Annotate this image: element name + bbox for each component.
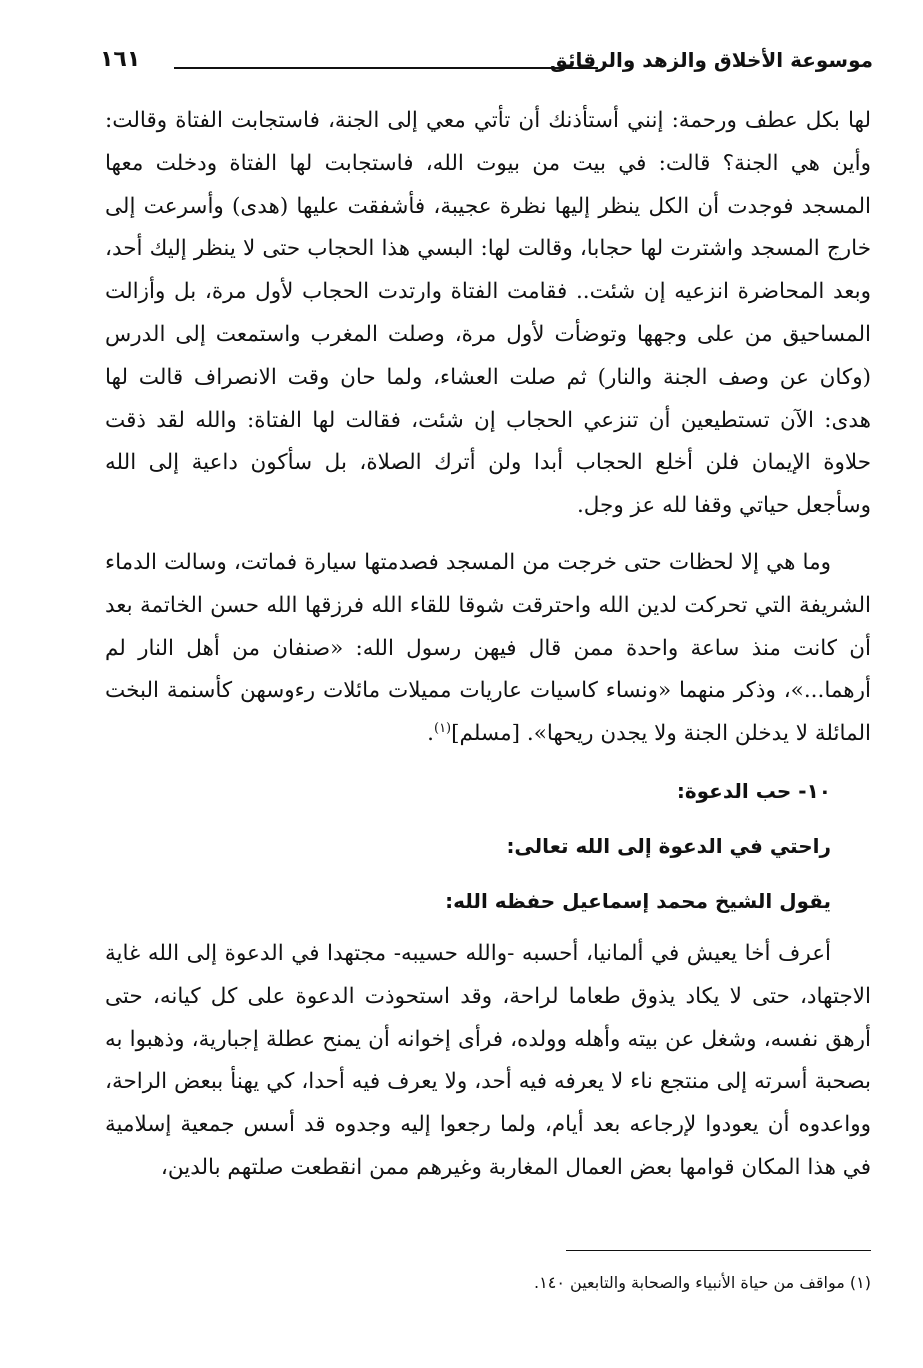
paragraph-3: أعرف أخا يعيش في ألمانيا، أحسبه -والله حسيبه- مجتهدا في الدعوة إلى الله غاية الاجتهاد، حتى لا يكاد يذوق طعاما لراحة، وقد استحوذت الدعوة على كل كيانه، حتى أرهق نفسه، وشغل عن بيته وأهله وولده، فرأى إخوانه أن يمنح عطلة إجبارية، وذهبوا به بصحبة أسرته إلى منتجع ناء لا يعرفه فيه أحد، ولا يعرف فيه أحدا، كي يهنأ ببعض الراحة، وواعدوه أن يعودوا لإرجاعه بعد أيام، ولما رجعوا إليه وجدوه قد أسس جمعية إسلامية في هذا المكان قوامها بعض العمال المغاربة وغيرهم ممن انقطعت صلتهم بالدين، — [105, 940, 871, 1180]
header-rule — [174, 67, 598, 69]
footnote-rule — [566, 1250, 871, 1251]
quote-intro: يقول الشيخ محمد إسماعيل حفظه الله: — [445, 888, 831, 913]
subsection-heading: راحتي في الدعوة إلى الله تعالى: — [506, 833, 831, 858]
section-heading: ١٠- حب الدعوة: — [676, 778, 831, 803]
paragraph-1: لها بكل عطف ورحمة: إنني أستأذنك أن تأتي معي إلى الجنة، فاستجابت الفتاة وقالت: وأين هي الجنة؟ قالت: في بيت من بيوت الله، فاستجابت لها الفتاة ودخلت معها المسجد فوجدت أن الكل ينظر إليها نظرة عجيبة، فأشفقت عليها (هدى) وأسرعت إلى خارج المسجد واشترت لها حجابا، وقالت لها: البسي هذا الحجاب حتى لا ينظر إليك أحد، وبعد المحاضرة انزعيه إن شئت.. فقامت الفتاة وارتدت الحجاب لأول مرة، بل وأزالت المساحيق من على وجهها وتوضأت لأول مرة، وصلت المغرب واستمعت إلى الدرس (وكان عن وصف الجنة والنار) ثم صلت العشاء، ولما حان وقت الانصراف قالت لها هدى: الآن تستطيعين أن تنزعي الحجاب إن شئت، فقالت لها الفتاة: والله لقد ذقت حلاوة الإيمان فلن أخلع الحجاب أبدا ولن أترك الصلاة، بل سأكون داعية إلى الله وسأجعل حياتي وقفا لله عز وجل. — [105, 108, 871, 519]
paragraph-2-text: وما هي إلا لحظات حتى خرجت من المسجد فصدمتها سيارة فماتت، وسالت الدماء الشريفة التي تحركت لدين الله واحترقت شوقا للقاء الله فرزقها الله حسن الخاتمة بعد أن كانت منذ ساعة واحدة ممن قال فيهن رسول الله: «صنفان من أهل النار لم أرهما...»، وذكر منهما «ونساء كاسيات عاريات مميلات مائلات رءوسهن كأسنمة البخت المائلة لا يدخلن الجنة ولا يجدن ريحها». [مسلم] — [105, 549, 871, 747]
footnote-ref: (١) — [433, 721, 452, 736]
paragraph-2-end: . — [427, 721, 434, 747]
body-text — [105, 100, 871, 1190]
paragraph-2 — [105, 542, 871, 756]
running-header — [100, 40, 873, 80]
header-title: موسوعة الأخلاق والزهد والرقائق — [549, 48, 873, 72]
page-number: ١٦١ — [100, 47, 141, 72]
footnote: (١) مواقف من حياة الأنبياء والصحابة والتابعين ١٤٠. — [534, 1273, 871, 1292]
